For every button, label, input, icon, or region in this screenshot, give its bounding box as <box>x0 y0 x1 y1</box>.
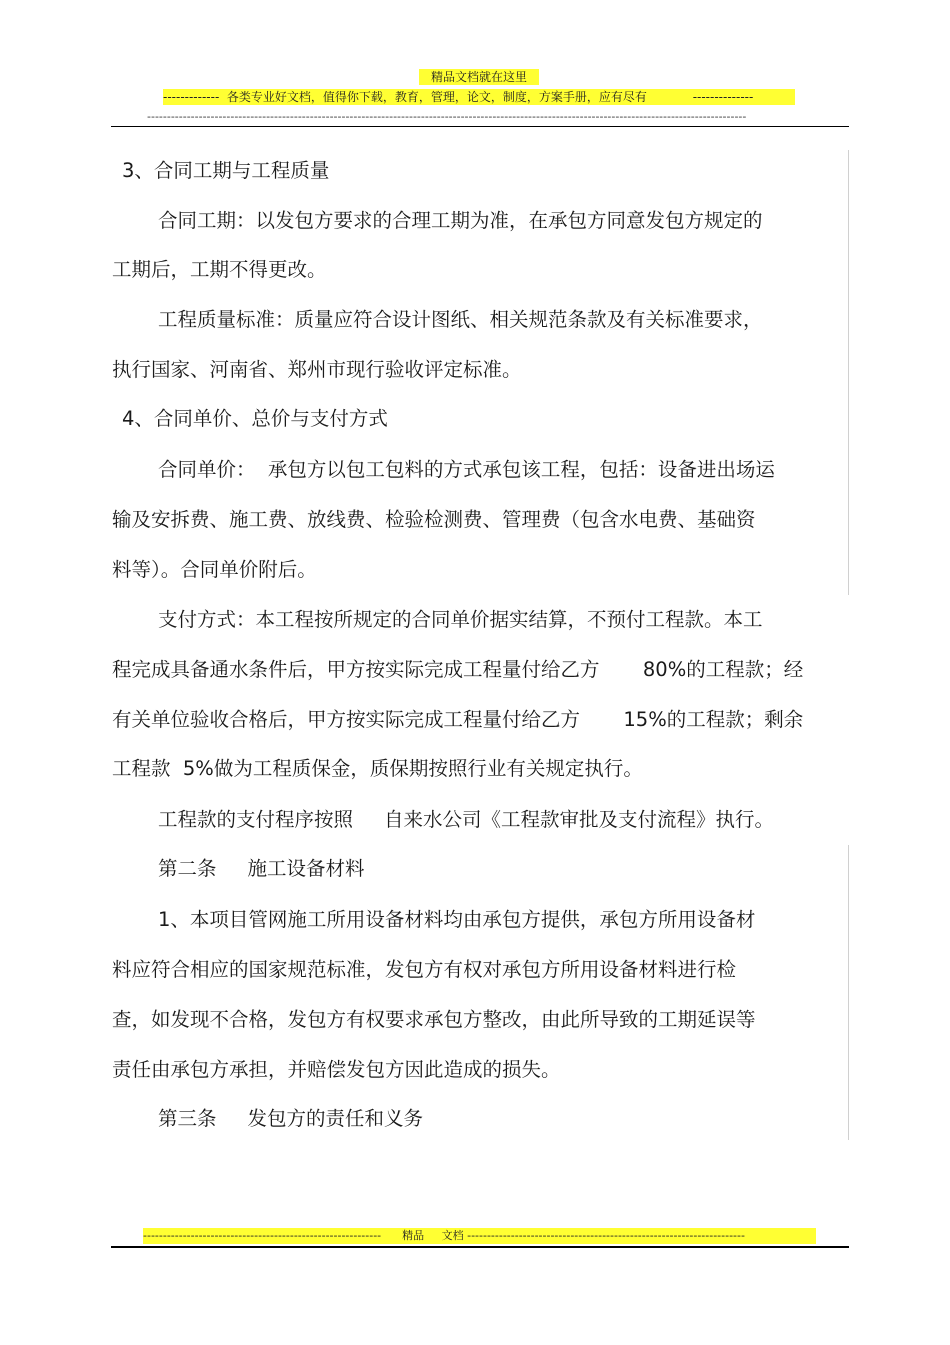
paragraph-line: 工程质量标准：质量应符合设计图纸、相关规范条款及有关标准要求， <box>158 308 763 331</box>
paragraph-line: 合同单价： 承包方以包工包料的方式承包该工程，包括：设备进出场运 <box>158 458 775 481</box>
paragraph-line: 输及安拆费、施工费、放线费、检验检测费、管理费（包含水电费、基础资 <box>112 508 756 531</box>
paragraph-line: 料应符合相应的国家规范标准，发包方有权对承包方所用设备材料进行检 <box>112 958 737 981</box>
paragraph-line: 工期后，工期不得更改。 <box>112 258 327 281</box>
paragraph-line: 料等）。合同单价附后。 <box>112 558 317 581</box>
margin-guide-bottom <box>848 845 849 1140</box>
article-heading: 第三条 发包方的责任和义务 <box>158 1107 423 1130</box>
header-rule <box>111 126 849 127</box>
paragraph-line: 程完成具备通水条件后，甲方按实际完成工程量付给乙方 80%的工程款；经 <box>112 658 804 681</box>
header-title: 精品文档就在这里 <box>419 69 539 85</box>
paragraph-line: 责任由承包方承担，并赔偿发包方因此造成的损失。 <box>112 1058 561 1081</box>
header-tagline: ------------- 各类专业好文档，值得你下载，教育，管理，论文，制度，方案手册，应有尽有 -------------- <box>163 89 795 105</box>
footer-rule <box>111 1246 849 1248</box>
paragraph-line: 工程款 5%做为工程质保金，质保期按照行业有关规定执行。 <box>112 757 643 780</box>
header-dashes: ------------------------------------------------------------------------------------------------------------------------------------------------------- <box>147 110 747 123</box>
paragraph-line: 1、本项目管网施工所用设备材料均由承包方提供，承包方所用设备材 <box>158 908 756 931</box>
paragraph-line: 支付方式：本工程按所规定的合同单价据实结算，不预付工程款。本工 <box>158 608 763 631</box>
paragraph-line: 执行国家、河南省、郑州市现行验收评定标准。 <box>112 358 522 381</box>
section-heading: 3、合同工期与工程质量 <box>122 159 330 182</box>
article-heading: 第二条 施工设备材料 <box>158 857 365 880</box>
footer-banner: ------------------------------------------------------------ 精品 文档 ---------------------------------------------------------------------- <box>143 1228 816 1244</box>
margin-guide-top <box>848 150 849 595</box>
paragraph-line: 工程款的支付程序按照 自来水公司《工程款审批及支付流程》执行。 <box>158 808 774 831</box>
paragraph-line: 有关单位验收合格后，甲方按实际完成工程量付给乙方 15%的工程款；剩余 <box>112 708 804 731</box>
paragraph-line: 查，如发现不合格，发包方有权要求承包方整改，由此所导致的工期延误等 <box>112 1008 756 1031</box>
paragraph-line: 合同工期：以发包方要求的合理工期为准，在承包方同意发包方规定的 <box>158 209 763 232</box>
section-heading: 4、合同单价、总价与支付方式 <box>122 407 388 430</box>
